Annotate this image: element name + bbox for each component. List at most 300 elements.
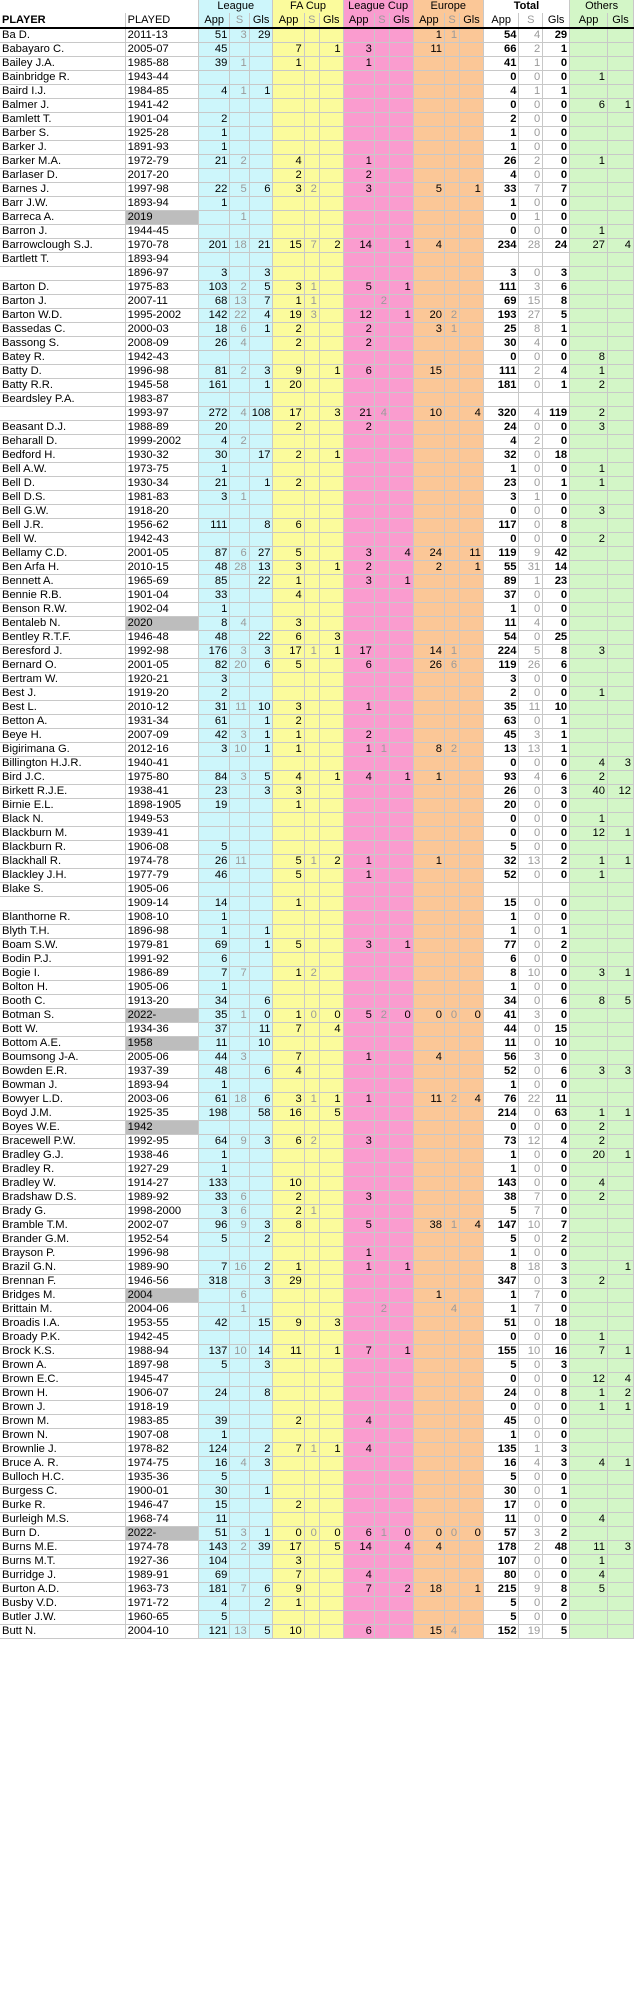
others-apps: 4: [570, 1457, 608, 1471]
total-subs: 0: [519, 1079, 543, 1093]
league-subs: [230, 799, 249, 813]
lcup-apps: [343, 295, 374, 309]
league-subs: 9: [230, 1219, 249, 1233]
others-goals: [607, 841, 633, 855]
total-apps: 0: [483, 533, 519, 547]
league-subs: [230, 1569, 249, 1583]
lcup-apps: [343, 1065, 374, 1079]
player-name: Bracewell P.W.: [0, 1135, 125, 1149]
facup-subs: [304, 1625, 319, 1639]
europe-apps: [413, 225, 444, 239]
table-row: [0, 1345, 634, 1359]
league-apps: 176: [199, 645, 230, 659]
europe-apps: 15: [413, 365, 444, 379]
facup-apps: [273, 1331, 304, 1345]
lcup-subs: [374, 995, 389, 1009]
europe-goals: [460, 169, 484, 183]
europe-goals: 11: [460, 547, 484, 561]
league-subs: [230, 113, 249, 127]
player-name: Bell J.R.: [0, 519, 125, 533]
table-row: [0, 519, 634, 533]
total-subs: 0: [519, 925, 543, 939]
europe-apps: [413, 1149, 444, 1163]
league-subs: [230, 1065, 249, 1079]
facup-goals: [319, 1513, 343, 1527]
others-apps: 1: [570, 463, 608, 477]
league-subs: [230, 127, 249, 141]
table-row: [0, 883, 634, 897]
europe-apps: [413, 575, 444, 589]
lcup-subs: [374, 71, 389, 85]
league-apps: [199, 351, 230, 365]
facup-goals: [319, 673, 343, 687]
lcup-subs: [374, 1415, 389, 1429]
league-apps: 2: [199, 687, 230, 701]
europe-goals: [460, 1555, 484, 1569]
others-goals: [607, 477, 633, 491]
europe-subs: [445, 1443, 460, 1457]
facup-subs: [304, 897, 319, 911]
others-goals: [607, 939, 633, 953]
league-goals: 1: [249, 1527, 273, 1541]
others-goals: [607, 603, 633, 617]
others-goals: [607, 1555, 633, 1569]
others-apps: [570, 603, 608, 617]
total-subs: 7: [519, 1191, 543, 1205]
table-row: [0, 561, 634, 575]
total-goals: 0: [543, 1499, 570, 1513]
facup-apps: [273, 1079, 304, 1093]
total-subs: 0: [519, 1513, 543, 1527]
others-apps: 1: [570, 855, 608, 869]
league-apps: [199, 99, 230, 113]
lcup-apps: [343, 617, 374, 631]
table-row: [0, 575, 634, 589]
others-goals: [607, 1163, 633, 1177]
league-apps: [199, 1289, 230, 1303]
player-name: Bamlett T.: [0, 113, 125, 127]
league-apps: [199, 1247, 230, 1261]
league-goals: 11: [249, 1023, 273, 1037]
europe-subs: [445, 211, 460, 225]
league-subs: [230, 197, 249, 211]
europe-subs: [445, 463, 460, 477]
europe-subs: [445, 1415, 460, 1429]
facup-apps: [273, 1471, 304, 1485]
played-years: 1935-36: [125, 1471, 198, 1485]
league-subs: 2: [230, 155, 249, 169]
europe-goals: [460, 1457, 484, 1471]
league-apps: 46: [199, 869, 230, 883]
others-apps: [570, 197, 608, 211]
player-name: Barreca A.: [0, 211, 125, 225]
total-apps: 30: [483, 1485, 519, 1499]
europe-apps: [413, 337, 444, 351]
table-row: [0, 729, 634, 743]
total-subs: 0: [519, 715, 543, 729]
others-goals: [607, 673, 633, 687]
league-apps: 3: [199, 673, 230, 687]
played-years: 1999-2002: [125, 435, 198, 449]
table-row: [0, 407, 634, 421]
total-apps: 3: [483, 673, 519, 687]
player-name: Blackburn M.: [0, 827, 125, 841]
played-years: 2004: [125, 1289, 198, 1303]
table-row: [0, 603, 634, 617]
player-name: Black N.: [0, 813, 125, 827]
europe-goals: [460, 1247, 484, 1261]
europe-goals: [460, 841, 484, 855]
lcup-goals: [389, 127, 413, 141]
lcup-goals: [389, 715, 413, 729]
table-row: [0, 659, 634, 673]
facup-goals-header: Gls: [319, 13, 343, 28]
total-subs: 13: [519, 743, 543, 757]
lcup-subs: [374, 1107, 389, 1121]
total-apps: 33: [483, 183, 519, 197]
league-goals: 5: [249, 771, 273, 785]
played-years: 1949-53: [125, 813, 198, 827]
total-subs: 2: [519, 155, 543, 169]
player-name: Blake S.: [0, 883, 125, 897]
lcup-apps: [343, 995, 374, 1009]
total-subs: 0: [519, 477, 543, 491]
lcup-goals: 1: [389, 575, 413, 589]
league-goals: [249, 827, 273, 841]
others-apps: [570, 491, 608, 505]
total-goals: 1: [543, 729, 570, 743]
others-apps: 1: [570, 869, 608, 883]
facup-apps: [273, 1163, 304, 1177]
played-years: 1983-87: [125, 393, 198, 407]
europe-apps: [413, 757, 444, 771]
facup-goals: 0: [319, 1527, 343, 1541]
played-years: 1934-36: [125, 1023, 198, 1037]
league-goals: [249, 757, 273, 771]
europe-goals: [460, 449, 484, 463]
europe-apps: [413, 253, 444, 267]
league-subs: [230, 939, 249, 953]
played-years: 1938-41: [125, 785, 198, 799]
others-apps: [570, 43, 608, 57]
player-name: Barber S.: [0, 127, 125, 141]
europe-subs: 1: [445, 645, 460, 659]
league-apps: 7: [199, 967, 230, 981]
facup-apps: 4: [273, 771, 304, 785]
total-subs: 3: [519, 1009, 543, 1023]
facup-apps: 10: [273, 1625, 304, 1639]
total-goals: 0: [543, 421, 570, 435]
others-apps: [570, 1163, 608, 1177]
europe-goals: [460, 57, 484, 71]
others-apps: [570, 1499, 608, 1513]
league-goals: [249, 1401, 273, 1415]
others-apps: 7: [570, 1345, 608, 1359]
europe-goals: 4: [460, 407, 484, 421]
total-apps: 30: [483, 337, 519, 351]
league-goals: 6: [249, 995, 273, 1009]
europe-goals: [460, 1429, 484, 1443]
league-apps: 37: [199, 1023, 230, 1037]
total-apps: 13: [483, 743, 519, 757]
player-name: Barnes J.: [0, 183, 125, 197]
lcup-subs: [374, 463, 389, 477]
europe-apps: [413, 1513, 444, 1527]
league-subs: [230, 43, 249, 57]
facup-subs: [304, 1163, 319, 1177]
facup-goals: [319, 85, 343, 99]
blank-header: [125, 0, 198, 13]
europe-apps: [413, 1037, 444, 1051]
total-subs: 0: [519, 1247, 543, 1261]
lcup-apps: [343, 463, 374, 477]
others-apps: [570, 1317, 608, 1331]
europe-goals: [460, 1387, 484, 1401]
played-years: 2007-11: [125, 295, 198, 309]
league-subs: 3: [230, 645, 249, 659]
europe-apps: [413, 1135, 444, 1149]
others-goals: [607, 533, 633, 547]
facup-goals: [319, 841, 343, 855]
lcup-subs: 2: [374, 295, 389, 309]
league-app-header: App: [199, 13, 230, 28]
league-goals: [249, 1331, 273, 1345]
lcup-subs: [374, 323, 389, 337]
lcup-goals: 1: [389, 239, 413, 253]
total-subs: 0: [519, 533, 543, 547]
lcup-goals: [389, 925, 413, 939]
facup-goals: 1: [319, 771, 343, 785]
lcup-apps: [343, 1205, 374, 1219]
total-goals: 2: [543, 1527, 570, 1541]
total-goals: 0: [543, 71, 570, 85]
total-goals: 7: [543, 1219, 570, 1233]
played-years: 1943-44: [125, 71, 198, 85]
player-name: Brennan F.: [0, 1275, 125, 1289]
facup-goals: [319, 519, 343, 533]
facup-apps: [273, 1247, 304, 1261]
facup-goals: [319, 127, 343, 141]
league-subs: [230, 379, 249, 393]
league-subs: [230, 687, 249, 701]
league-goals: [249, 155, 273, 169]
table-row: [0, 1625, 634, 1639]
total-goals: 0: [543, 57, 570, 71]
others-apps: [570, 911, 608, 925]
total-subs: 4: [519, 617, 543, 631]
league-subs: [230, 1275, 249, 1289]
others-goals: [607, 1191, 633, 1205]
league-apps: 198: [199, 1107, 230, 1121]
lcup-apps: [343, 785, 374, 799]
facup-apps: [273, 813, 304, 827]
league-goals: [249, 1121, 273, 1135]
total-subs: 0: [519, 197, 543, 211]
lcup-goals: [389, 463, 413, 477]
others-goals: [607, 687, 633, 701]
league-apps: [199, 1373, 230, 1387]
others-goals: [607, 1513, 633, 1527]
facup-subs: [304, 869, 319, 883]
total-subs: 0: [519, 813, 543, 827]
lcup-apps: [343, 1401, 374, 1415]
europe-subs: [445, 1541, 460, 1555]
facup-subs: [304, 1303, 319, 1317]
total-goals: 8: [543, 1387, 570, 1401]
total-subs: 8: [519, 323, 543, 337]
player-name: Booth C.: [0, 995, 125, 1009]
facup-goals: [319, 491, 343, 505]
europe-goals: [460, 897, 484, 911]
player-name: Bailey J.A.: [0, 57, 125, 71]
played-years: 1940-41: [125, 757, 198, 771]
total-goals: 10: [543, 1037, 570, 1051]
europe-goals: [460, 729, 484, 743]
facup-apps: 3: [273, 183, 304, 197]
facup-goals: 3: [319, 407, 343, 421]
europe-subs: [445, 1051, 460, 1065]
facup-subs: [304, 71, 319, 85]
others-apps: [570, 1051, 608, 1065]
played-years: 2017-20: [125, 169, 198, 183]
total-goals: 8: [543, 645, 570, 659]
lcup-subs: [374, 1163, 389, 1177]
others-apps: [570, 925, 608, 939]
europe-apps: 4: [413, 239, 444, 253]
lcup-subs: [374, 1345, 389, 1359]
total-apps: 32: [483, 449, 519, 463]
facup-goals: 1: [319, 1345, 343, 1359]
europe-subs: [445, 239, 460, 253]
league-goals: 3: [249, 365, 273, 379]
facup-goals: [319, 897, 343, 911]
facup-subs: [304, 127, 319, 141]
others-goals: 3: [607, 1541, 633, 1555]
lcup-subs: [374, 99, 389, 113]
total-apps: 0: [483, 351, 519, 365]
lcup-goals: [389, 113, 413, 127]
player-name: Brock K.S.: [0, 1345, 125, 1359]
total-goals: 0: [543, 687, 570, 701]
league-goals: [249, 337, 273, 351]
facup-goals: [319, 351, 343, 365]
facup-goals: [319, 813, 343, 827]
league-goals: [249, 1429, 273, 1443]
total-apps: 66: [483, 43, 519, 57]
lcup-goals: [389, 631, 413, 645]
facup-goals: [319, 225, 343, 239]
total-apps: 16: [483, 1457, 519, 1471]
league-apps: 5: [199, 841, 230, 855]
league-subs: [230, 631, 249, 645]
lcup-subs: [374, 547, 389, 561]
table-row: [0, 1499, 634, 1513]
total-goals: 1: [543, 477, 570, 491]
total-subs: 0: [519, 603, 543, 617]
played-years: 1978-82: [125, 1443, 198, 1457]
total-subs: 7: [519, 1289, 543, 1303]
league-subs: [230, 1107, 249, 1121]
europe-goals: [460, 197, 484, 211]
europe-goals: [460, 953, 484, 967]
player-name: Billington H.J.R.: [0, 757, 125, 771]
facup-apps: [273, 1429, 304, 1443]
europe-goals: 1: [460, 183, 484, 197]
total-apps: 1: [483, 141, 519, 155]
lcup-subs: [374, 43, 389, 57]
facup-apps: 7: [273, 1443, 304, 1457]
others-apps: 2: [570, 1121, 608, 1135]
player-name: Bennett A.: [0, 575, 125, 589]
lcup-apps: [343, 1429, 374, 1443]
lcup-apps: [343, 1037, 374, 1051]
europe-goals: [460, 141, 484, 155]
europe-goals: [460, 211, 484, 225]
total-subs: 4: [519, 337, 543, 351]
total-apps: 52: [483, 1065, 519, 1079]
player-name: Barton D.: [0, 281, 125, 295]
others-goals: 12: [607, 785, 633, 799]
europe-goals: [460, 267, 484, 281]
lcup-goals: [389, 1107, 413, 1121]
others-goals: [607, 1331, 633, 1345]
total-subs: 3: [519, 1527, 543, 1541]
total-goals: 1: [543, 43, 570, 57]
facup-goals: 5: [319, 1107, 343, 1121]
total-apps: 215: [483, 1583, 519, 1597]
lcup-subs: [374, 337, 389, 351]
total-subs: [519, 883, 543, 897]
played-years: 1945-47: [125, 1373, 198, 1387]
facup-apps: 1: [273, 1261, 304, 1275]
lcup-apps: [343, 1485, 374, 1499]
facup-subs: [304, 267, 319, 281]
player-name: Bellamy C.D.: [0, 547, 125, 561]
table-row: [0, 1219, 634, 1233]
facup-apps: 7: [273, 1569, 304, 1583]
facup-subs: [304, 687, 319, 701]
europe-subs: [445, 407, 460, 421]
lcup-apps: [343, 1289, 374, 1303]
others-goals: [607, 631, 633, 645]
facup-subs: [304, 1219, 319, 1233]
played-years: 1893-94: [125, 1079, 198, 1093]
league-subs: 3: [230, 1527, 249, 1541]
facup-goals: [319, 141, 343, 155]
others-goals: 1: [607, 967, 633, 981]
europe-subs: [445, 841, 460, 855]
player-name: Bartlett T.: [0, 253, 125, 267]
others-apps: [570, 1625, 608, 1639]
others-goals: 1: [607, 1457, 633, 1471]
player-name: Bentaleb N.: [0, 617, 125, 631]
total-apps: 15: [483, 897, 519, 911]
lcup-goals: [389, 155, 413, 169]
total-subs: 7: [519, 183, 543, 197]
europe-goals: [460, 477, 484, 491]
lcup-goals: [389, 295, 413, 309]
table-row: [0, 617, 634, 631]
facup-goals: [319, 1233, 343, 1247]
lcup-apps: 14: [343, 239, 374, 253]
player-name: Barker M.A.: [0, 155, 125, 169]
others-apps: [570, 1247, 608, 1261]
player-name: Bernard O.: [0, 659, 125, 673]
lcup-goals: [389, 57, 413, 71]
lcup-goals: 4: [389, 1541, 413, 1555]
total-subs: 2: [519, 365, 543, 379]
total-goals: 0: [543, 1611, 570, 1625]
